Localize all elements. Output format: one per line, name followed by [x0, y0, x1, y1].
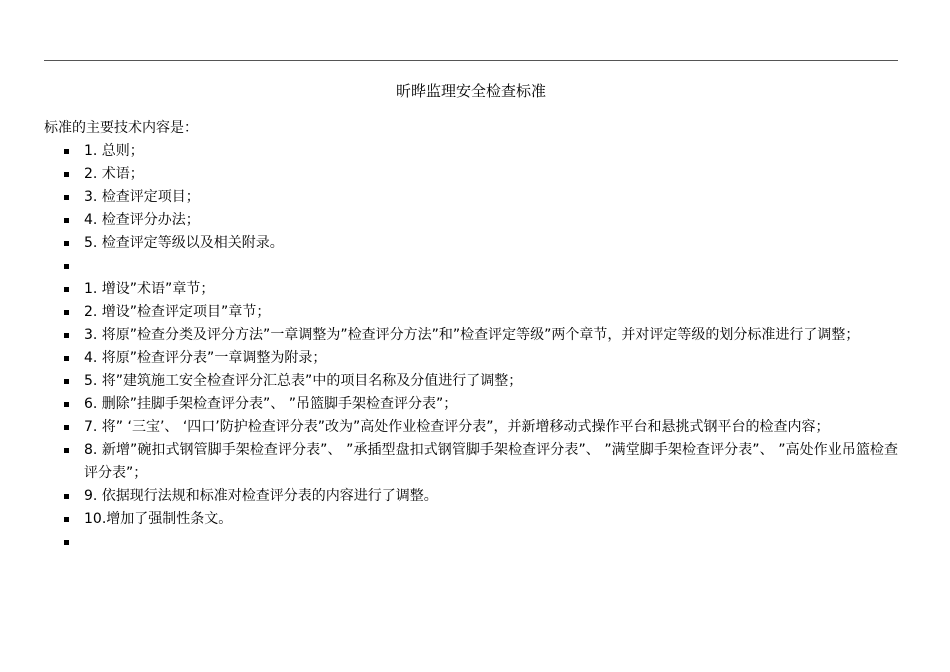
bullet-icon	[64, 241, 69, 246]
list-item-text: 3. 检查评定项目；	[84, 189, 200, 205]
bullet-icon	[64, 264, 69, 269]
list-item	[62, 140, 898, 163]
list-item	[62, 416, 898, 439]
bullet-icon	[64, 287, 69, 292]
list-item-text: 2. 术语；	[84, 166, 144, 182]
header-rule	[44, 60, 898, 61]
bullet-icon	[64, 310, 69, 315]
list-item-text: 8. 新增”碗扣式钢管脚手架检查评分表”、 ”承插型盘扣式钢管脚手架检查评分表”、 ”满堂脚手架检查评分表”、 ”高处作业吊篮检查评分表”；	[84, 442, 898, 481]
list-item-text: 5. 将”建筑施工安全检查评分汇总表”中的项目名称及分值进行了调整；	[84, 373, 523, 389]
bullet-icon	[64, 540, 69, 545]
bullet-icon	[64, 333, 69, 338]
list-item-text: 7. 将” ‘三宝’、 ‘四口’防护检查评分表”改为”高处作业检查评分表”，并新增移动式操作平台和悬挑式钢平台的检查内容；	[84, 419, 830, 435]
intro-text: 标准的主要技术内容是：	[44, 120, 198, 136]
bullet-icon	[64, 172, 69, 177]
bullet-icon	[64, 149, 69, 154]
list-item-text: 3. 将原”检查分类及评分方法”一章调整为”检查评分方法”和”检查评定等级”两个章节，并对评定等级的划分标准进行了调整；	[84, 327, 860, 343]
bullet-icon	[64, 379, 69, 384]
bullet-icon	[64, 517, 69, 522]
list-item	[62, 186, 898, 209]
document-title: 昕晔监理安全检查标准	[395, 82, 546, 100]
list-item-text: 4. 将原”检查评分表”一章调整为附录；	[84, 350, 327, 366]
list-item	[62, 393, 898, 416]
list-item-text: 6. 删除”挂脚手架检查评分表”、 ”吊篮脚手架检查评分表”；	[84, 396, 458, 412]
list-item	[62, 232, 898, 255]
list-item-text: 5. 检查评定等级以及相关附录。	[84, 235, 284, 251]
list-item	[62, 163, 898, 186]
list-item	[62, 278, 898, 301]
list-item	[62, 301, 898, 324]
list-item	[62, 439, 898, 485]
bullet-icon	[64, 402, 69, 407]
bullet-icon	[64, 218, 69, 223]
content-list	[62, 140, 898, 554]
list-item-text: 9. 依据现行法规和标准对检查评分表的内容进行了调整。	[84, 488, 438, 504]
list-item-empty	[62, 531, 898, 554]
list-item-text: 1. 增设”术语”章节；	[84, 281, 215, 297]
list-item	[62, 347, 898, 370]
list-item	[62, 370, 898, 393]
bullet-icon	[64, 494, 69, 499]
list-item-text: 10.增加了强制性条文。	[84, 511, 233, 527]
list-item	[62, 485, 898, 508]
list-item-text: 2. 增设”检查评定项目”章节；	[84, 304, 271, 320]
list-item	[62, 508, 898, 531]
bullet-icon	[64, 356, 69, 361]
list-item-empty	[62, 255, 898, 278]
bullet-icon	[64, 195, 69, 200]
list-item	[62, 324, 898, 347]
list-item	[62, 209, 898, 232]
list-item-text: 4. 检查评分办法；	[84, 212, 200, 228]
bullet-icon	[64, 425, 69, 430]
list-item-text: 1. 总则；	[84, 143, 144, 159]
bullet-icon	[64, 448, 69, 453]
